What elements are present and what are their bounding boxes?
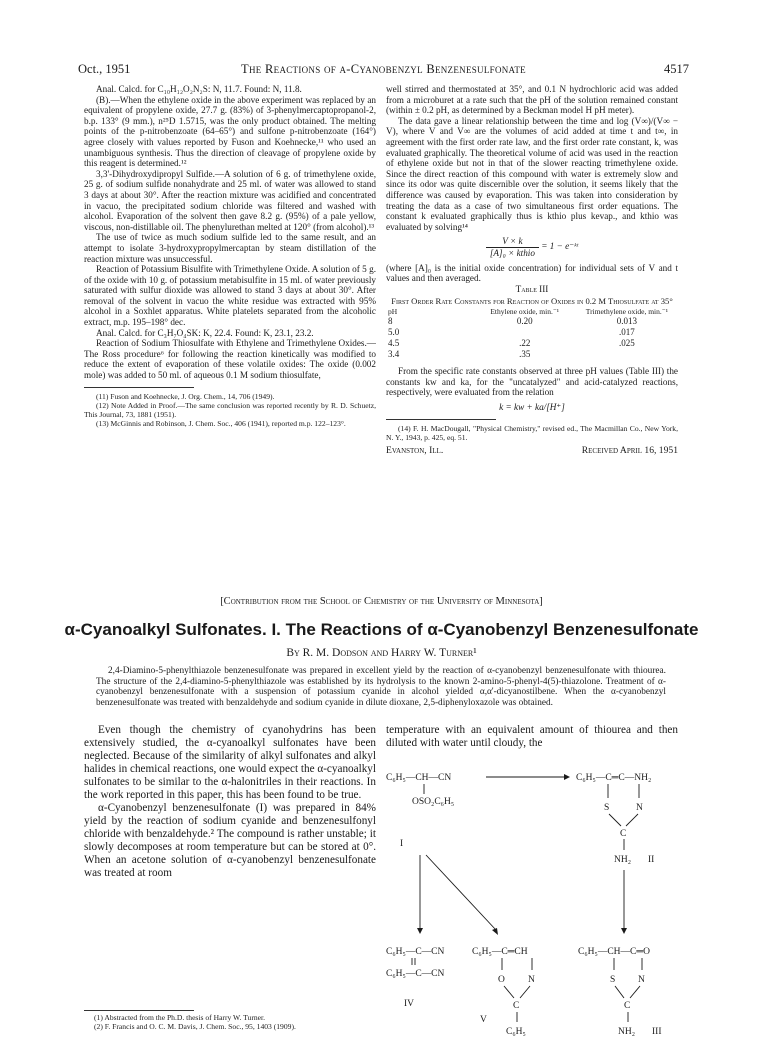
- contribution-line: [Contribution from the School of Chemistry of the University of Minnesota]: [220, 596, 543, 607]
- paragraph: The use of twice as much sodium sulfide led to the same result, and an attempt to isolate 3-hydroxypropylmercaptan by steam distillation of the reaction mixture was unsuccessful.: [84, 232, 376, 264]
- table-cell: .025: [619, 338, 635, 349]
- compound-iv-top: C₆H₅—C—CN: [386, 947, 445, 957]
- compound-i-label: I: [400, 839, 404, 849]
- bond: [615, 986, 624, 998]
- ring-carbon: C: [620, 829, 627, 839]
- amino-group: NH₂: [618, 1027, 636, 1037]
- equation-rhs: = 1 − e⁻ᵏᵗ: [541, 241, 579, 252]
- arrow-head: [564, 774, 570, 780]
- footnote: (2) F. Francis and O. C. M. Davis, J. Chem. Soc., 95, 1403 (1909).: [94, 1022, 296, 1031]
- table-label: Table III: [515, 283, 549, 294]
- ring-nitrogen: N: [528, 975, 535, 985]
- arrow-head: [492, 928, 498, 935]
- body-left-column: [84, 724, 376, 880]
- footnote: (1) Abstracted from the Ph.D. thesis of Harry W. Turner.: [94, 1013, 266, 1022]
- ring-carbon: C: [624, 1001, 631, 1011]
- paragraph: 3,3'-Dihydroxydipropyl Sulfide.—A solution of 6 g. of trimethylene oxide, 25 g. of sodium sulfide nonahydrate and 25 ml. of water was allowed to stand 3 days at about 30°. After the reaction mixture was acidified and concentrated in vacuo, the precipitated sodium chloride was filtered and washed with alcohol. Evaporation of the solvent then gave 8.2 g. (95%) of a pale yellow, viscous, non-distillable oil. The phenylurethan melted at 120° (from alcohol).¹³: [84, 168, 376, 232]
- table-cell: [576, 349, 678, 360]
- table-caption: First Order Rate Constants for Reaction of Oxides in 0.2 M Thiosulfate at 35°: [391, 296, 673, 307]
- running-header: [78, 62, 689, 78]
- ring-carbon: C: [513, 1001, 520, 1011]
- bond: [626, 814, 638, 826]
- paragraph: Even though the chemistry of cyanohydrins has been extensively studied, the α-cyanoalkyl sulfonates have been neglected. Because of the similarity of alkyl sulfonates and alkyl halides in chemical reactions, one would expect the α-cyanoalkyl sulfonates to be similar to the α-halonitriles in their reactions. In the work reported in this paper, this has been found to be true.: [84, 724, 376, 801]
- reaction-scheme: [386, 750, 686, 1045]
- table-row: [386, 316, 678, 327]
- table-cell: .017: [619, 327, 635, 338]
- header-title: The Reactions of α-Cyanobenzyl Benzenesulfonate: [241, 62, 526, 76]
- footnote: (11) Fuson and Koehnecke, J. Org. Chem., 14, 706 (1949).: [96, 391, 275, 401]
- table-header-cell: Trimethylene oxide, min.⁻¹: [585, 307, 668, 317]
- paragraph: Anal. Calcd. for C₁₀H₁₂O₂N₂S: N, 11.7. Found: N, 11.8.: [96, 84, 302, 94]
- equation-numerator: V × k: [486, 236, 539, 248]
- compound-v-label: V: [480, 1015, 487, 1025]
- rate-constants-table: [386, 308, 678, 360]
- table-row: [386, 349, 678, 360]
- equation-fraction: [486, 236, 539, 258]
- compound-i: C₆H₅—CH—CN: [386, 773, 452, 783]
- table-header-cell: pH: [388, 307, 398, 317]
- body-right-column: [386, 724, 678, 750]
- table-cell: [474, 327, 576, 338]
- table-row: [386, 327, 678, 338]
- table-cell: 8: [388, 316, 393, 327]
- paragraph: (B).—When the ethylene oxide in the above experiment was replaced by an equivalent of propylene oxide, 27.7 g. (83%) of 3-phenylmercaptopropanol-2, b.p. 133° (9 mm.), n²⁵D 1.5715, was the only product obtained. The melting points of the p-nitrobenzoate (64–65°) and sulfone p-nitrobenzoate (164°) agree closely with values reported by Fuson and Koehnecke,¹¹ who used an unambiguous synthesis. Thus the direction of cleavage of propylene oxide by this reagent is determined.¹²: [84, 94, 376, 169]
- compound-iii: C₆H₅—CH—C═O: [578, 947, 650, 957]
- table-header-cell: Ethylene oxide, min.⁻¹: [490, 307, 560, 317]
- ring-nitrogen: N: [638, 975, 645, 985]
- paragraph: Reaction of Potassium Bisulfite with Trimethylene Oxide. A solution of 5 g. of the oxide with 10 g. of potassium metabisulfite in 15 ml. of water previously saturated with sulfur dioxide was allowed to stand 3 days at about 30°. After removal of the solvent in vacuo the white residue was extracted with 95% alcohol in a Soxhlet apparatus. White platelets separated from the alcoholic extract, m.p. 195–198° dec.: [84, 264, 376, 328]
- footnote: (12) Note Added in Proof.—The same conclusion was reported recently by R. D. Schuetz, This Journal, 73, 1881 (1951).: [84, 400, 376, 419]
- footnote-divider: [84, 387, 194, 388]
- ring-oxygen: O: [498, 975, 505, 985]
- footnote: (14) F. H. MacDougall, "Physical Chemistry," revised ed., The Macmillan Co., New York, N. Y., 1943, p. 425, eq. 51.: [386, 423, 678, 442]
- right-column: [386, 84, 678, 456]
- compound-ii-label: II: [648, 855, 655, 865]
- arrow-head: [417, 928, 423, 934]
- page-number: 4517: [664, 62, 689, 76]
- bond: [520, 986, 530, 998]
- paragraph: (where [A]₀ is the initial oxide concentration) for individual sets of V and t values and then averaged.: [386, 262, 678, 284]
- received-date: Received April 16, 1951: [581, 444, 678, 456]
- table-row: [386, 338, 678, 349]
- amino-group: NH₂: [614, 855, 632, 865]
- equation: k = kw + ka/[H⁺]: [499, 402, 565, 413]
- place: Evanston, Ill.: [386, 444, 444, 456]
- ring-nitrogen: N: [636, 803, 643, 813]
- header-date: Oct., 1951: [78, 62, 131, 76]
- paragraph: The data gave a linear relationship between the time and log (V∞)/(V∞ − V), where V and V∞ are the volumes of acid added at time t and t∞, in agreement with the first order rate law, and the first order rate constant, k, was evaluated graphically. The theoretical volume of acid was used in the reaction of ethylene oxide but not in that of the slower reacting trimethylene oxide. Since the direct reaction of this compound with water is extremely slow and since its odor was quite discernible over the solution, it seems likely that the difference was caused by evaporation. This was taken into consideration by treating the data as a case of two simultaneous first order equations. The constant k evaluated graphically thus is kthio plus kevap., and kthio was evaluated by solving¹⁴: [386, 115, 678, 232]
- table-cell: 4.5: [388, 338, 400, 349]
- compound-iii-label: III: [652, 1027, 662, 1037]
- equation: [386, 236, 678, 258]
- bond: [609, 814, 621, 826]
- article-authors: By R. M. Dodson and Harry W. Turner¹: [286, 647, 477, 659]
- table-cell: 0.20: [516, 316, 533, 327]
- left-column: [84, 84, 376, 428]
- dateline: [386, 446, 678, 457]
- equation-denominator: [A]₀ × kthio: [489, 247, 535, 258]
- footnote: (13) McGinnis and Robinson, J. Chem. Soc., 406 (1941), reported m.p. 122–123°.: [96, 418, 346, 428]
- compound-i-substituent: OSO₂C₆H₅: [412, 797, 455, 807]
- table-cell: .35: [519, 349, 531, 360]
- bond: [630, 986, 640, 998]
- footnote-divider: [84, 1010, 194, 1011]
- paragraph: temperature with an equivalent amount of thiourea and then diluted with water until cloudy, the: [386, 724, 678, 749]
- ring-sulfur: S: [610, 975, 616, 985]
- ring-sulfur: S: [604, 803, 610, 813]
- compound-v: C₆H₅—C═CH: [472, 947, 528, 957]
- compound-iv-bottom: C₆H₅—C—CN: [386, 969, 445, 979]
- table-cell: 0.013: [616, 316, 638, 327]
- paragraph: From the specific rate constants observed at three pH values (Table III) the constants kw and ka, for the "uncatalyzed" and acid-catalyzed reactions, respectively, were evaluated from the relation: [386, 366, 678, 398]
- table-cell: 5.0: [388, 327, 400, 338]
- article-abstract: 2,4-Diamino-5-phenylthiazole benzenesulfonate was prepared in excellent yield by the reaction of α-cyanobenzyl benzenesulfonate with thiourea. The structure of the 2,4-diamino-5-phenylthiazole was established by its hydrolysis to the known 2-amino-5-phenyl-4(5)-thiazolone. Treatment of α-cyanobenzyl benzenesulfonate with a suspension of potassium cyanide in alcohol yielded α,α'-dicyanostilbene. When the α-cyanobenzyl benzenesulfonate was treated with benzaldehyde and sodium cyanide in dilute dioxane, 2,5-diphenyloxazole was obtained.: [96, 666, 666, 708]
- table-cell: .22: [519, 338, 531, 349]
- table-header-row: [386, 308, 678, 316]
- footnote-divider: [386, 419, 496, 420]
- paragraph: well stirred and thermostated at 35°, and 0.1 N hydrochloric acid was added from a microburet at a rate such that the pH of the solution remained constant (within ± 0.2 pH, as determined by a Beckman model H pH meter).: [386, 84, 678, 116]
- article-footnotes: [84, 1010, 376, 1031]
- compound-iv-label: IV: [404, 999, 415, 1009]
- phenyl-group: C₆H₅: [506, 1027, 526, 1037]
- bond: [504, 986, 514, 998]
- table-cell: 3.4: [388, 349, 400, 360]
- compound-ii: C₆H₅—C═C—NH₂: [576, 773, 652, 783]
- article-title: α-Cyanoalkyl Sulfonates. I. The Reactions of α-Cyanobenzyl Benzenesulfonate: [64, 620, 699, 639]
- paragraph: α-Cyanobenzyl benzenesulfonate (I) was prepared in 84% yield by the reaction of sodium cyanide and benzenesulfonyl chloride with benzaldehyde.² The compound is rather unstable; it slowly decomposes at room temperature but can be stored at 0°. When an acetone solution of α-cyanobenzyl benzenesulfonate was treated at room: [84, 802, 376, 879]
- arrow-head: [621, 928, 627, 934]
- paragraph: Reaction of Sodium Thiosulfate with Ethylene and Trimethylene Oxides.—The Ross procedure⁶ for following the reaction kinetically was modified to reduce the extent of evaporation of these volatile oxides: The oxide (0.002 mole) was added to 50 ml. of aqueous 0.1 M sodium thiosulfate,: [84, 338, 376, 381]
- arrow-line: [426, 855, 496, 930]
- paragraph: Anal. Calcd. for C₃H₇O₄SK: K, 22.4. Found: K, 23.1, 23.2.: [96, 327, 314, 338]
